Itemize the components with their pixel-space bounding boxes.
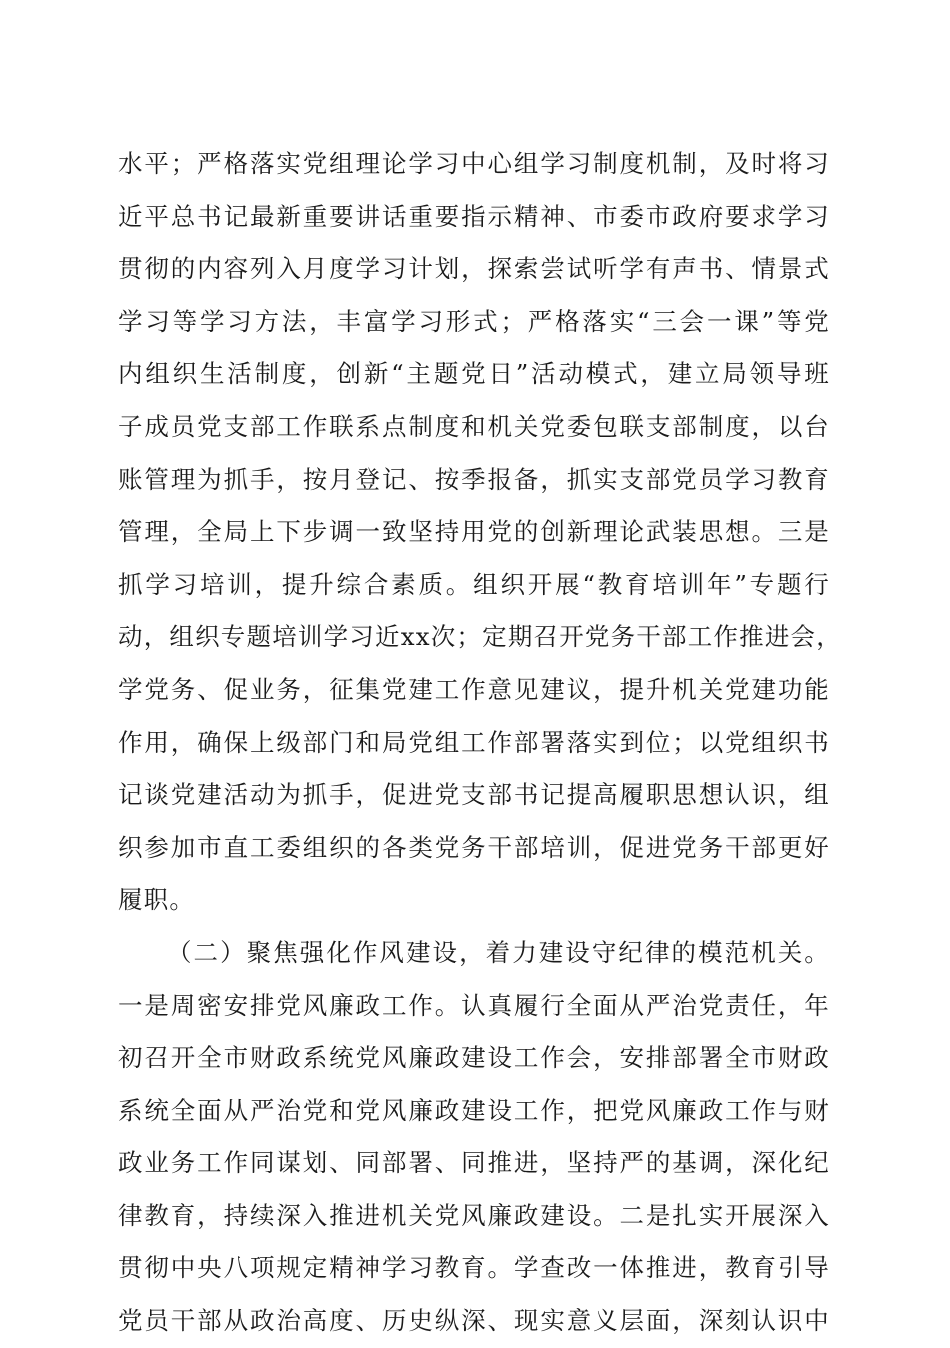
paragraph-line: 律教育，持续深入推进机关党风廉政建设。二是扎实开展深入 <box>118 1200 830 1230</box>
paragraph-line: 账管理为抓手，按月登记、按季报备，抓实支部党员学习教育 <box>118 464 830 494</box>
paragraph-line: 学习等学习方法，丰富学习形式；严格落实“三会一课”等党 <box>118 306 830 336</box>
section-heading: （二）聚焦强化作风建设，着力建设守纪律的模范机关。 <box>167 937 830 967</box>
paragraph-line: 一是周密安排党风廉政工作。认真履行全面从严治党责任，年 <box>118 990 830 1020</box>
paragraph-line: 履职。 <box>118 885 196 915</box>
paragraph-line: 织参加市直工委组织的各类党务干部培训，促进党务干部更好 <box>118 832 830 862</box>
paragraph-line: 初召开全市财政系统党风廉政建设工作会，安排部署全市财政 <box>118 1043 830 1073</box>
paragraph-line: 学党务、促业务，征集党建工作意见建议，提升机关党建功能 <box>118 674 830 704</box>
paragraph-line: 政业务工作同谋划、同部署、同推进，坚持严的基调，深化纪 <box>118 1148 830 1178</box>
paragraph-line: 子成员党支部工作联系点制度和机关党委包联支部制度，以台 <box>118 411 830 441</box>
document-body <box>118 138 842 1348</box>
paragraph-line: 近平总书记最新重要讲话重要指示精神、市委市政府要求学习 <box>118 201 830 231</box>
paragraph-line: 动，组织专题培训学习近xx次；定期召开党务干部工作推进会， <box>118 622 842 652</box>
paragraph-line: 管理，全局上下步调一致坚持用党的创新理论武装思想。三是 <box>118 517 830 547</box>
paragraph-line: 抓学习培训，提升综合素质。组织开展“教育培训年”专题行 <box>118 569 830 599</box>
paragraph-line: 内组织生活制度，创新“主题党日”活动模式，建立局领导班 <box>118 359 830 389</box>
paragraph-line: 党员干部从政治高度、历史纵深、现实意义层面，深刻认识中 <box>118 1306 830 1336</box>
paragraph-line: 系统全面从严治党和党风廉政建设工作，把党风廉政工作与财 <box>118 1095 830 1125</box>
paragraph-line: 作用，确保上级部门和局党组工作部署落实到位；以党组织书 <box>118 727 830 757</box>
paragraph-line: 水平；严格落实党组理论学习中心组学习制度机制，及时将习 <box>118 149 830 178</box>
paragraph-line: 贯彻的内容列入月度学习计划，探索尝试听学有声书、情景式 <box>118 254 830 284</box>
paragraph-line: 记谈党建活动为抓手，促进党支部书记提高履职思想认识，组 <box>118 780 830 810</box>
paragraph-line: 贯彻中央八项规定精神学习教育。学查改一体推进，教育引导 <box>118 1253 830 1283</box>
